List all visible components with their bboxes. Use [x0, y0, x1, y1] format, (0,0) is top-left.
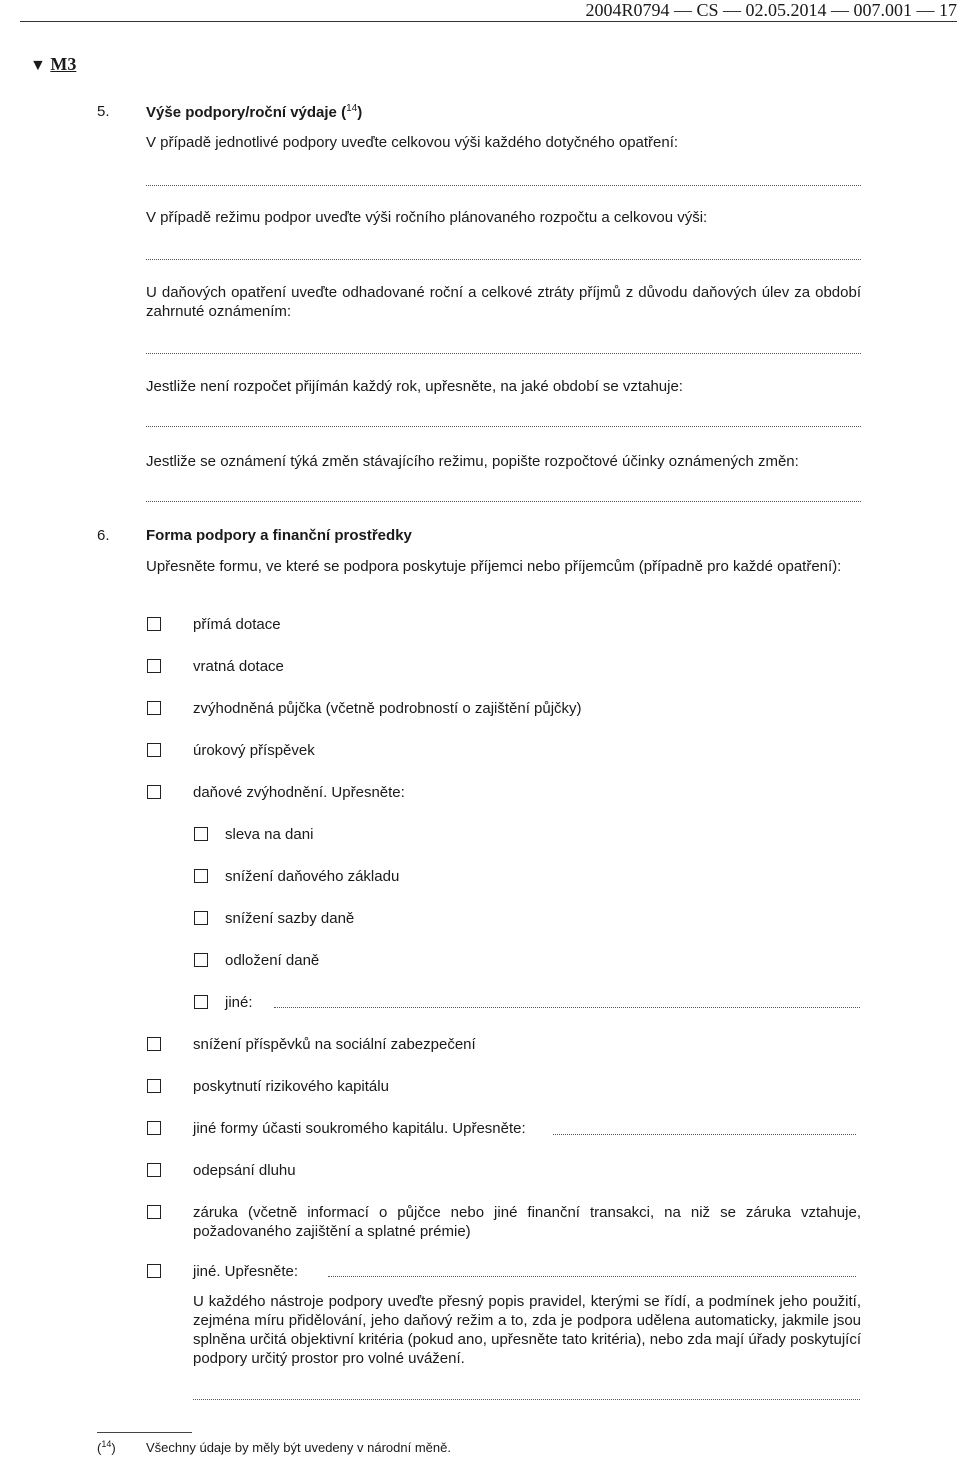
- option-label: úrokový příspěvek: [193, 742, 315, 759]
- option-label: jiné. Upřesněte:: [193, 1263, 299, 1280]
- footnote-text: Všechny údaje by měly být uvedeny v národní měně.: [146, 1440, 451, 1455]
- section-6-closing: U každého nástroje podpory uveďte přesný popis pravidel, kterými se řídí, a podmínek jeho použití, zejména míru přidělování, jeho daňový režim a to, zda je podpora udělena automaticky, jakmile jsou splněna určitá objektivní kritéria (pokud ano, upřesněte tato kritéria), nebo zda mají úřady poskytující podpory určitý prostor pro volné uvážení.: [193, 1293, 861, 1367]
- suboption-label: snížení daňového základu: [225, 868, 400, 885]
- checkbox-jine-dan[interactable]: [194, 995, 208, 1009]
- checkbox-danove-zvyhodneni[interactable]: [147, 785, 161, 799]
- section-5-p3: U daňových opatření uveďte odhadované roční a celkové ztráty příjmů z důvodu daňových úlev za období zahrnuté oznámením:: [146, 284, 861, 320]
- fill-line: [146, 352, 861, 354]
- checkbox-snizeni-prispevku[interactable]: [147, 1037, 161, 1051]
- footnote-ref: 14: [346, 103, 358, 114]
- section-5-p5: Jestliže se oznámení týká změn stávajícího režimu, popište rozpočtové účinky oznámených změn:: [146, 453, 799, 470]
- fill-line: [146, 184, 861, 186]
- section-5-p1: V případě jednotlivé podpory uveďte celkovou výši každého dotyčného opatření:: [146, 134, 679, 151]
- suboption-label: sleva na dani: [225, 826, 314, 843]
- checkbox-zvyhodnena-pujcka[interactable]: [147, 701, 161, 715]
- section-6-title: Forma podpory a finanční prostředky: [146, 527, 412, 544]
- section-6-number: 6.: [97, 527, 110, 544]
- option-label: záruka (včetně informací o půjčce nebo jiné finanční transakci, na niž se záruka vztahuje, požadovaného zajištění a splatné prémie): [193, 1204, 861, 1240]
- checkbox-jine[interactable]: [147, 1264, 161, 1278]
- checkbox-vratna-dotace[interactable]: [147, 659, 161, 673]
- checkbox-prima-dotace[interactable]: [147, 617, 161, 631]
- footnote-mark: ($^{14}$): [97, 1439, 116, 1456]
- page-header: 2004R0794 — CS — 02.05.2014 — 007.001 — 17: [20, 0, 957, 22]
- option-label: poskytnutí rizikového kapitálu: [193, 1078, 389, 1095]
- checkbox-odlozeni-dane[interactable]: [194, 953, 208, 967]
- fill-line: [193, 1398, 860, 1400]
- checkbox-rizikovy-kapital[interactable]: [147, 1079, 161, 1093]
- suboption-label: odložení daně: [225, 952, 320, 969]
- fill-line: [553, 1133, 856, 1135]
- option-label: odepsání dluhu: [193, 1162, 296, 1179]
- fill-line: [328, 1275, 856, 1277]
- option-label: jiné formy účasti soukromého kapitálu. Upřesněte:: [193, 1120, 526, 1137]
- option-label: zvýhodněná půjčka (včetně podrobností o zajištění půjčky): [193, 700, 582, 717]
- checkbox-sleva-na-dani[interactable]: [194, 827, 208, 841]
- option-label: snížení příspěvků na sociální zabezpečení: [193, 1036, 476, 1053]
- checkbox-odepsani-dluhu[interactable]: [147, 1163, 161, 1177]
- checkbox-urokovy-prispevek[interactable]: [147, 743, 161, 757]
- fill-line: [146, 425, 861, 427]
- section-5-title-text: Výše podpory/roční výdaje: [146, 104, 337, 121]
- section-6-intro: Upřesněte formu, ve které se podpora poskytuje příjemci nebo příjemcům (případně pro každé opatření):: [146, 558, 842, 575]
- section-5-title: Výše podpory/roční výdaje ($^{14}$): [146, 103, 363, 121]
- fill-line: [146, 500, 861, 502]
- amendment-marker: [30, 54, 76, 75]
- suboption-label: jiné:: [225, 994, 253, 1011]
- footnote-divider: [97, 1432, 192, 1433]
- section-5-p2: V případě režimu podpor uveďte výši ročního plánovaného rozpočtu a celkovou výši:: [146, 209, 708, 226]
- option-label: přímá dotace: [193, 616, 281, 633]
- footnote-number: 14: [101, 1439, 112, 1449]
- checkbox-jine-formy-ucasti[interactable]: [147, 1121, 161, 1135]
- option-label: vratná dotace: [193, 658, 284, 675]
- fill-line: [274, 1006, 860, 1008]
- suboption-label: snížení sazby daně: [225, 910, 355, 927]
- triangle-down-icon: ▼: [30, 57, 46, 74]
- checkbox-snizeni-sazby[interactable]: [194, 911, 208, 925]
- checkbox-snizeni-zakladu[interactable]: [194, 869, 208, 883]
- section-5-p4: Jestliže není rozpočet přijímán každý rok, upřesněte, na jaké období se vztahuje:: [146, 378, 683, 395]
- amendment-label: M3: [50, 54, 77, 74]
- checkbox-zaruka[interactable]: [147, 1205, 161, 1219]
- option-label: daňové zvýhodnění. Upřesněte:: [193, 784, 405, 801]
- fill-line: [146, 258, 861, 260]
- section-5-number: 5.: [97, 103, 110, 120]
